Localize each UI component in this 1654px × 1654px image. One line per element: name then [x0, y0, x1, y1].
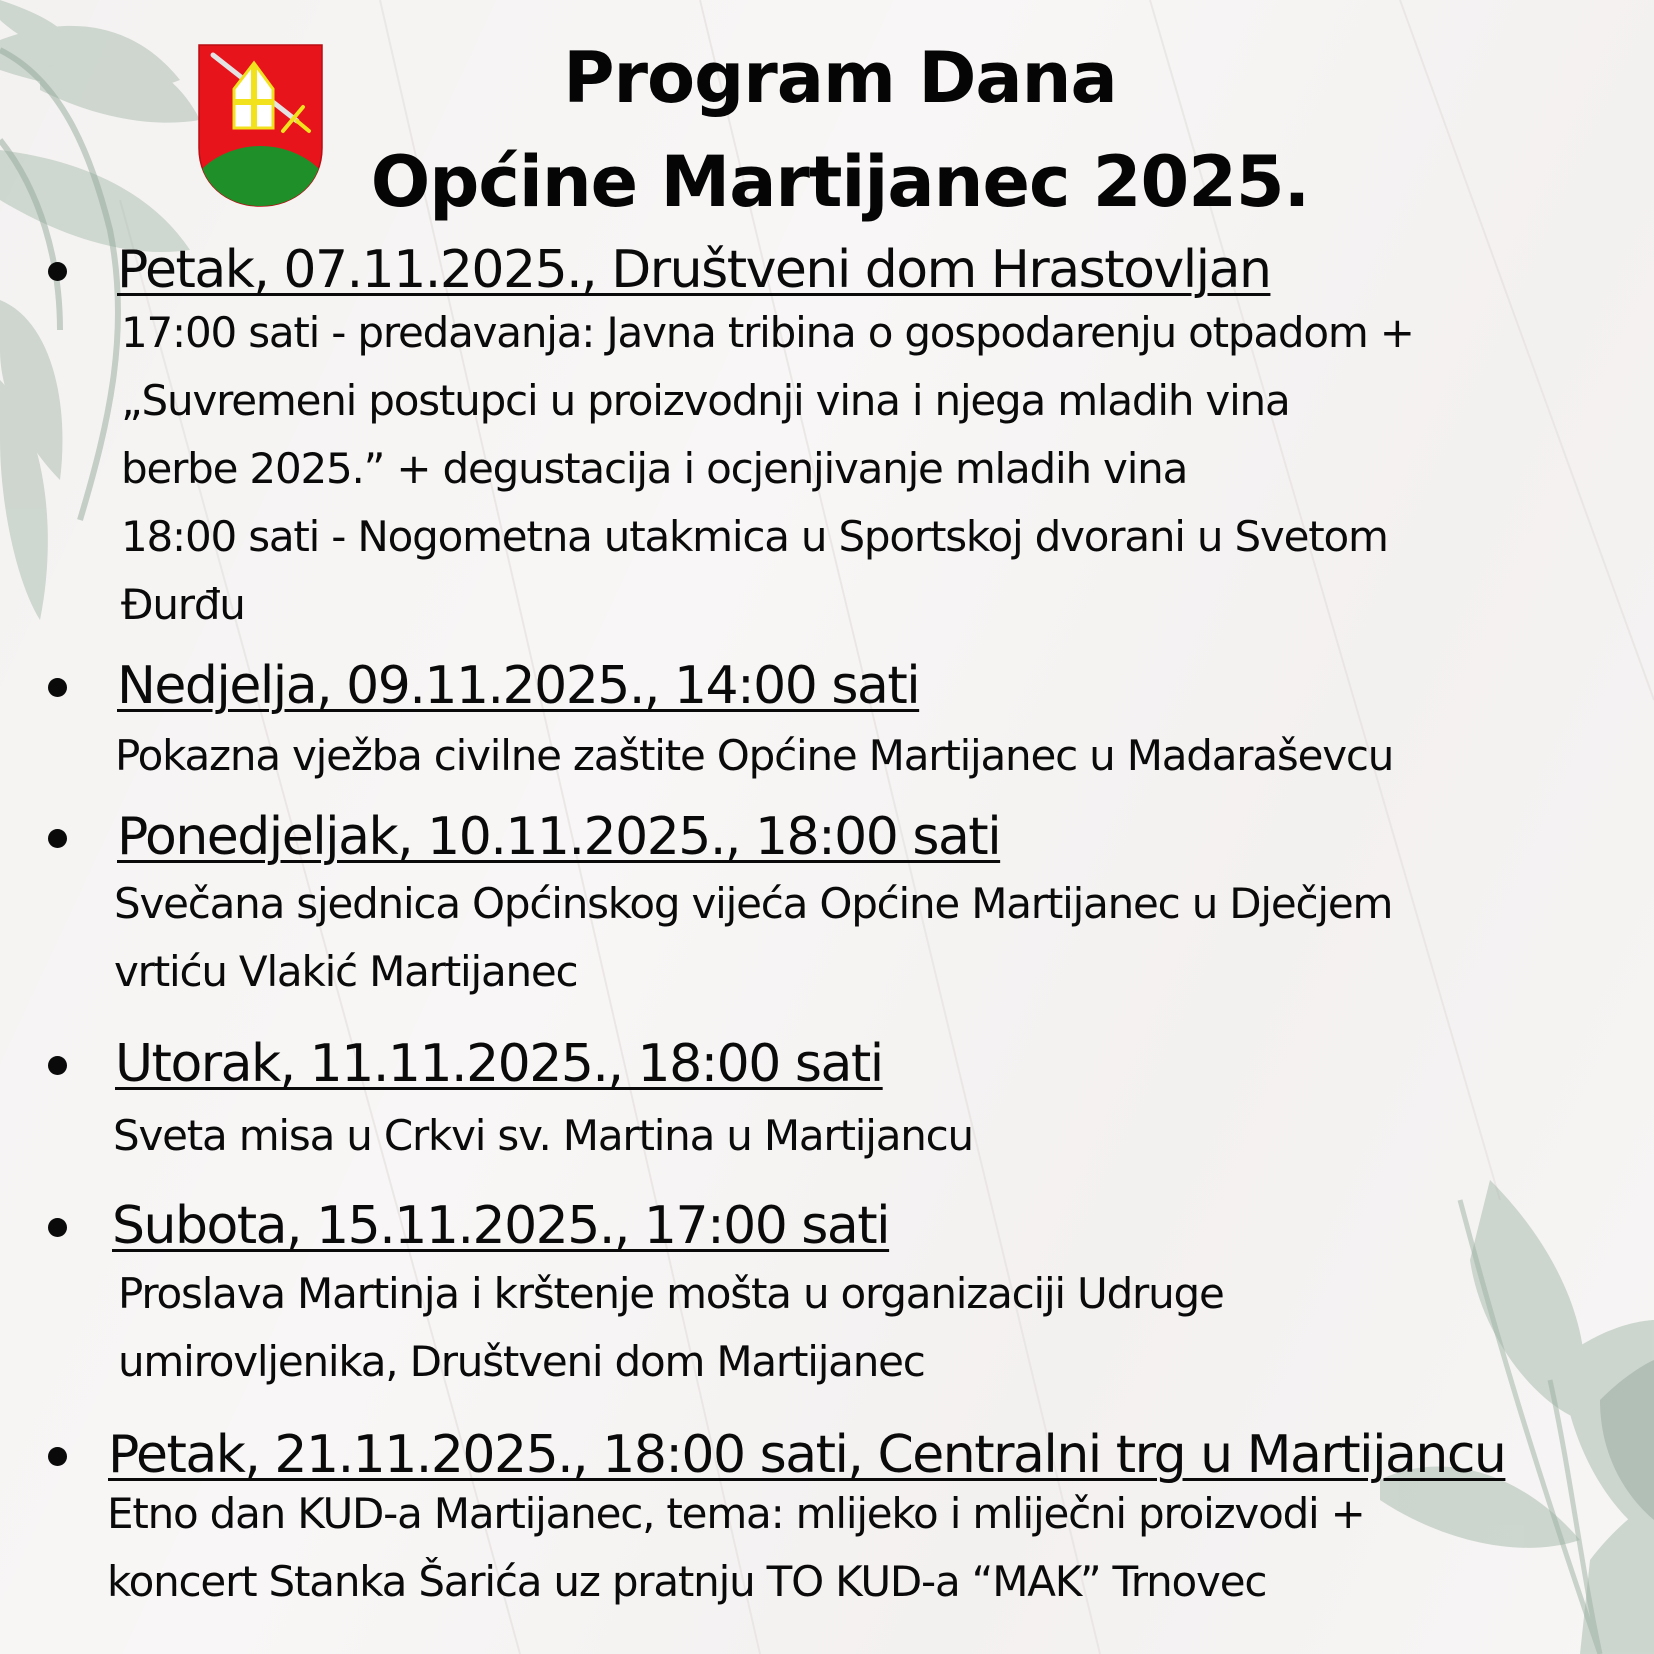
- event-description: Svečana sjednica Općinskog vijeća Općine Martijanec u Dječjem vrtiću Vlakić Martijanec: [114, 879, 1393, 996]
- event-heading: Petak, 21.11.2025., 18:00 sati, Centralni trg u Martijancu: [108, 1425, 1506, 1485]
- title-line-2: Općine Martijanec 2025.: [370, 141, 1310, 223]
- bullet-icon: [48, 1056, 67, 1075]
- event-heading: Petak, 07.11.2025., Društveni dom Hrastovljan: [117, 240, 1271, 300]
- coat-of-arms: [197, 43, 324, 209]
- event-description: Sveta misa u Crkvi sv. Martina u Martijancu: [113, 1111, 973, 1160]
- bullet-icon: [48, 829, 67, 848]
- event-description: 17:00 sati - predavanja: Javna tribina o gospodarenju otpadom + „Suvremeni postupci u proizvodnji vina i njega mladih vina berbe 2025.” + degustacija i ocjenjivanje mladih vina 18:00 sati - Nogometna utakmica u Sportskoj dvorani u Svetom Đurđu: [121, 308, 1414, 629]
- event-description: Proslava Martinja i krštenje mošta u organizaciji Udruge umirovljenika, Društveni dom Martijanec: [118, 1269, 1224, 1386]
- bullet-icon: [48, 262, 67, 281]
- event-heading: Ponedjeljak, 10.11.2025., 18:00 sati: [117, 807, 1001, 867]
- event-heading: Utorak, 11.11.2025., 18:00 sati: [115, 1034, 883, 1094]
- municipal-coat-of-arms-icon: [197, 43, 324, 209]
- event-heading: Nedjelja, 09.11.2025., 14:00 sati: [117, 656, 920, 716]
- event-heading: Subota, 15.11.2025., 17:00 sati: [112, 1196, 890, 1256]
- bullet-icon: [48, 678, 67, 697]
- event-description: Etno dan KUD-a Martijanec, tema: mlijeko i mliječni proizvodi + koncert Stanka Šarića uz pratnju TO KUD-a “MAK” Trnovec: [107, 1489, 1365, 1606]
- event-description: Pokazna vježba civilne zaštite Općine Martijanec u Madaraševcu: [115, 731, 1394, 780]
- bullet-icon: [48, 1447, 67, 1466]
- title-line-1: Program Dana: [563, 37, 1117, 119]
- page-title: [340, 26, 1340, 234]
- bullet-icon: [48, 1218, 67, 1237]
